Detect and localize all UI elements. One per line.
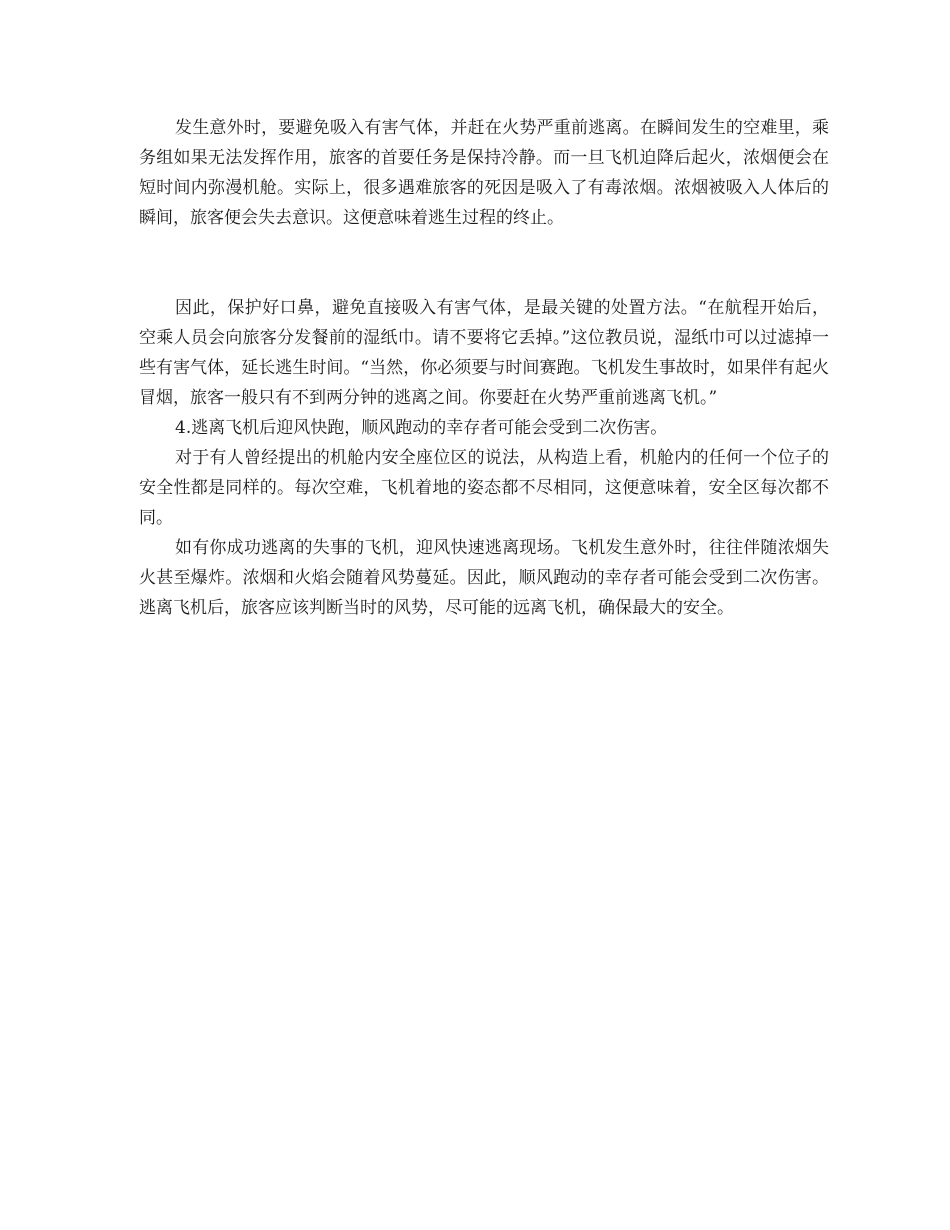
paragraph-4: 对于有人曾经提出的机舱内安全座位区的说法，从构造上看，机舱内的任何一个位子的安全性都是同样的。每次空难，飞机着地的姿态都不尽相同，这便意味着，安全区每次都不同。 [139,448,829,528]
body-text-block-1 [139,113,829,233]
paragraph-1: 发生意外时，要避免吸入有害气体，并赶在火势严重前逃离。在瞬间发生的空难里，乘务组如果无法发挥作用，旅客的首要任务是保持冷静。而一旦飞机迫降后起火，浓烟便会在短时间内弥漫机舱。实际上，很多遇难旅客的死因是吸入了有毒浓烟。浓烟被吸入人体后的瞬间，旅客便会失去意识。这便意味着逃生过程的终止。 [139,118,829,228]
paragraph-5: 如有你成功逃离的失事的飞机，迎风快速逃离现场。飞机发生意外时，往往伴随浓烟失火甚至爆炸。浓烟和火焰会随着风势蔓延。因此，顺风跑动的幸存者可能会受到二次伤害。逃离飞机后，旅客应该判断当时的风势，尽可能的远离飞机，确保最大的安全。 [139,538,829,618]
paragraph-3-heading: 4.逃离飞机后迎风快跑，顺风跑动的幸存者可能会受到二次伤害。 [175,418,668,438]
body-text-block-2 [139,293,829,623]
paragraph-2: 因此，保护好口鼻，避免直接吸入有害气体，是最关键的处置方法。“在航程开始后，空乘人员会向旅客分发餐前的湿纸巾。请不要将它丢掉。”这位教员说，湿纸巾可以过滤掉一些有害气体，延长逃生时间。“当然，你必须要与时间赛跑。飞机发生事故时，如果伴有起火冒烟，旅客一般只有不到两分钟的逃离之间。你要赶在火势严重前逃离飞机。” [139,298,829,408]
